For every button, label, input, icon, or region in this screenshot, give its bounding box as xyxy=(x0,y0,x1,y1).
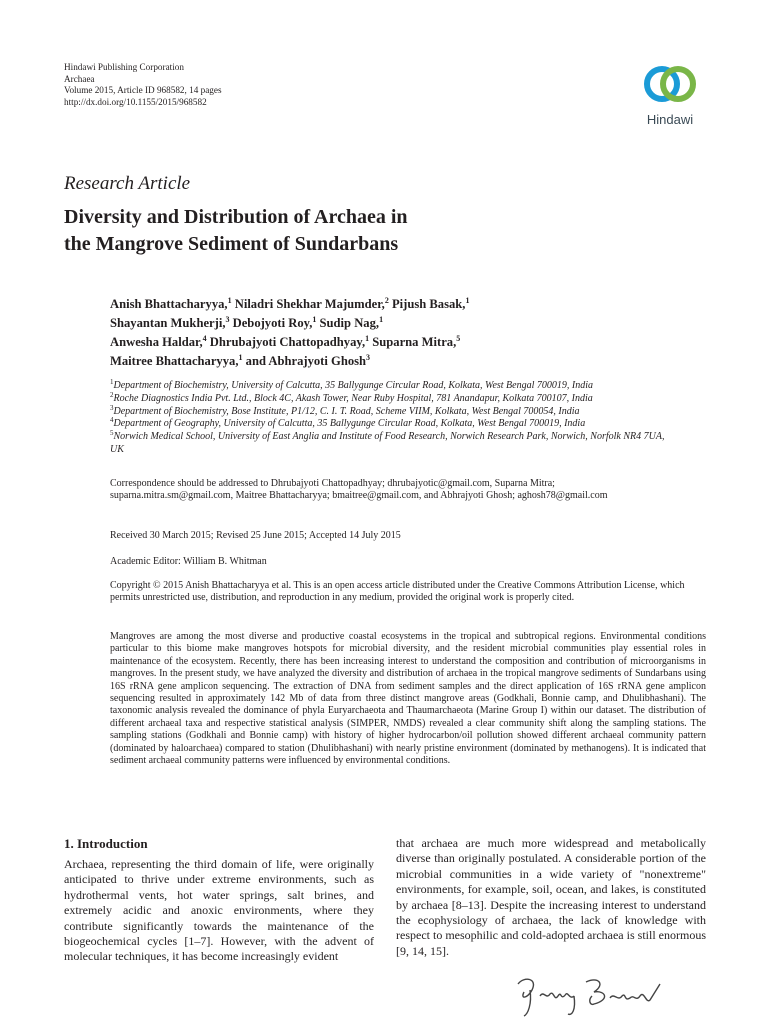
affil-mark: 3 xyxy=(110,403,114,412)
affil-text: Roche Diagnostics India Pvt. Ltd., Block 4C, Akash Tower, Near Ruby Hospital, 781 Anandapur, Kolkata 700107, India xyxy=(113,392,593,404)
author-affil-mark: 1 xyxy=(238,353,243,362)
signature-mark xyxy=(510,970,670,1022)
author-name: Dhrubajyoti Chattopadhyay, xyxy=(209,335,366,349)
intro-right-column: that archaea are much more widespread and metabolically diverse than originally postulated. A considerable portion of the microbial communities in a wide variety of "nonextreme" environments, for example, soil, ocean, and lakes, is constituted by archaea [8–13]. Despite the increasing interest to understand the ecophysiology of archaea, the lack of knowledge with respect to mesophilic and cold-adopted archaea is still enormous [9, 14, 15]. xyxy=(396,836,706,958)
paper-title xyxy=(64,204,624,258)
journal-name: Archaea xyxy=(64,73,95,84)
affil-mark: 1 xyxy=(110,378,114,386)
author-name: Pijush Basak, xyxy=(391,297,466,311)
title-line: the Mangrove Sediment of Sundarbans xyxy=(64,233,399,255)
affil-mark: 5 xyxy=(110,429,114,438)
author-name: and Abhrajyoti Ghosh xyxy=(245,354,367,368)
author-list xyxy=(110,295,670,371)
author-name: Sudip Nag, xyxy=(319,316,380,330)
author-name: Maitree Bhattacharyya, xyxy=(110,354,239,368)
affil-mark: 2 xyxy=(110,390,114,399)
affil-text: Norwich Medical School, University of East Anglia and Institute of Food Research, Norwich Research Park, Norwich, Norfolk NR4 7UA, UK xyxy=(110,431,665,455)
publisher-name: Hindawi Publishing Corporation xyxy=(64,62,184,72)
author-affil-mark: 4 xyxy=(202,334,207,343)
author-affil-mark: 3 xyxy=(225,315,230,324)
author-affil-mark: 1 xyxy=(365,334,370,343)
author-name: Anwesha Haldar, xyxy=(110,335,203,349)
hindawi-logo-icon xyxy=(632,60,708,112)
author-affil-mark: 3 xyxy=(366,353,371,362)
hindawi-logo xyxy=(632,60,708,136)
section-heading: 1. Introduction xyxy=(64,836,148,851)
journal-header xyxy=(64,62,222,108)
affiliation xyxy=(110,403,670,419)
author-name: Suparna Mitra, xyxy=(372,335,457,349)
hindawi-logo-text: Hindawi xyxy=(646,112,694,127)
volume-info: Volume 2015, Article ID 968582, 14 pages xyxy=(64,85,222,96)
author-line xyxy=(110,314,670,333)
author-line xyxy=(110,352,670,371)
correspondence: Correspondence should be addressed to Dhrubajyoti Chattopadhyay; dhrubajyotic@gmail.com, Suparna Mitra; suparna.mitra.sm@gmail.com, Maitree Bhattacharyya; bmaitree@gmail.com, and Abhrajyoti Ghosh; aghosh78@gmail.com xyxy=(110,478,608,502)
affil-text: Department of Biochemistry, Bose Institute, P1/12, C. I. T. Road, Scheme VIIM, Kolkata, West Bengal 700054, India xyxy=(113,405,580,417)
author-affil-mark: 1 xyxy=(227,296,232,305)
author-name: Shayantan Mukherji, xyxy=(110,316,226,330)
handwritten-signature xyxy=(510,970,670,1022)
author-name: Niladri Shekhar Majumder, xyxy=(234,297,385,311)
author-line xyxy=(110,295,670,314)
affil-mark: 4 xyxy=(110,416,114,425)
intro-left-column: Archaea, representing the third domain of life, were originally anticipated to thrive under extreme environments, such as hydrothermal vents, hot water springs, salt brines, and extremely acidic and anoxic environments, where they contribute significantly towards the maintenance of the biogeochemical cycles [1–7]. However, with the advent of molecular techniques, it has become increasingly evident xyxy=(64,857,374,964)
affiliation xyxy=(110,418,670,431)
abstract: Mangroves are among the most diverse and productive coastal ecosystems in the tropical and subtropical regions. Environmental conditions particular to this biome make mangroves hotspots for microbial diversity, and the resident microbial communities play essential roles in maintenance of the ecosystem. Recently, there has been increasing interest to understand the composition and contribution of microorganisms in mangroves. In the present study, we have analyzed the diversity and distribution of archaea in the tropical mangrove sediments of Sundarbans using 16S rRNA gene amplicon sequencing. The extraction of DNA from sediment samples and the direct application of 16S rRNA gene amplicon sequencing resulted in approximately 142 Mb of data from three distinct mangrove areas (Godkhali, Bonnie camp, and Dhulibhashani). The taxonomic analysis revealed the dominance of phyla Euryarchaeota and Thaumarchaeota (Marine Group I) within our dataset. The distribution of different archaeal taxa and respective statistical analysis (SIMPER, NMDS) revealed a clear community shift along the sampling stations. The sampling stations (Godkhali and Bonnie camp) with history of higher hydrocarbon/oil pollution showed different archaeal community pattern (dominated by haloarchaea) compared to station (Dhulibhashani) with nearly pristine environment (dominated by methanogens). It is indicated that sediment archaeal community patterns were influenced by environmental conditions. xyxy=(110,631,706,767)
academic-editor: Academic Editor: William B. Whitman xyxy=(110,556,267,567)
affiliation xyxy=(110,390,670,406)
author-affil-mark: 1 xyxy=(379,315,384,324)
title-line: Diversity and Distribution of Archaea in xyxy=(64,206,408,228)
affiliation-list xyxy=(110,380,670,457)
affil-text: Department of Geography, University of Calcutta, 35 Ballygunge Circular Road, Kolkata, West Bengal 700019, India xyxy=(113,418,586,430)
article-dates: Received 30 March 2015; Revised 25 June 2015; Accepted 14 July 2015 xyxy=(110,530,401,541)
affil-text: Department of Biochemistry, University of Calcutta, 35 Ballygunge Circular Road, Kolkata, West Bengal 700019, India xyxy=(113,380,593,391)
author-affil-mark: 2 xyxy=(384,296,389,305)
author-line xyxy=(110,333,670,352)
article-type: Research Article xyxy=(64,173,191,194)
doi-link[interactable]: http://dx.doi.org/10.1155/2015/968582 xyxy=(64,96,207,107)
affiliation xyxy=(110,431,670,457)
affiliation xyxy=(110,380,670,393)
author-name: Debojyoti Roy, xyxy=(232,316,313,330)
author-affil-mark: 1 xyxy=(312,315,317,324)
copyright-notice: Copyright © 2015 Anish Bhattacharyya et al. This is an open access article distributed under the Creative Commons Attribution License, which permits unrestricted use, distribution, and reproduction in any medium, provided the original work is properly cited. xyxy=(110,580,685,604)
author-affil-mark: 5 xyxy=(456,334,461,343)
author-affil-mark: 1 xyxy=(465,296,470,305)
author-name: Anish Bhattacharyya, xyxy=(110,297,228,311)
